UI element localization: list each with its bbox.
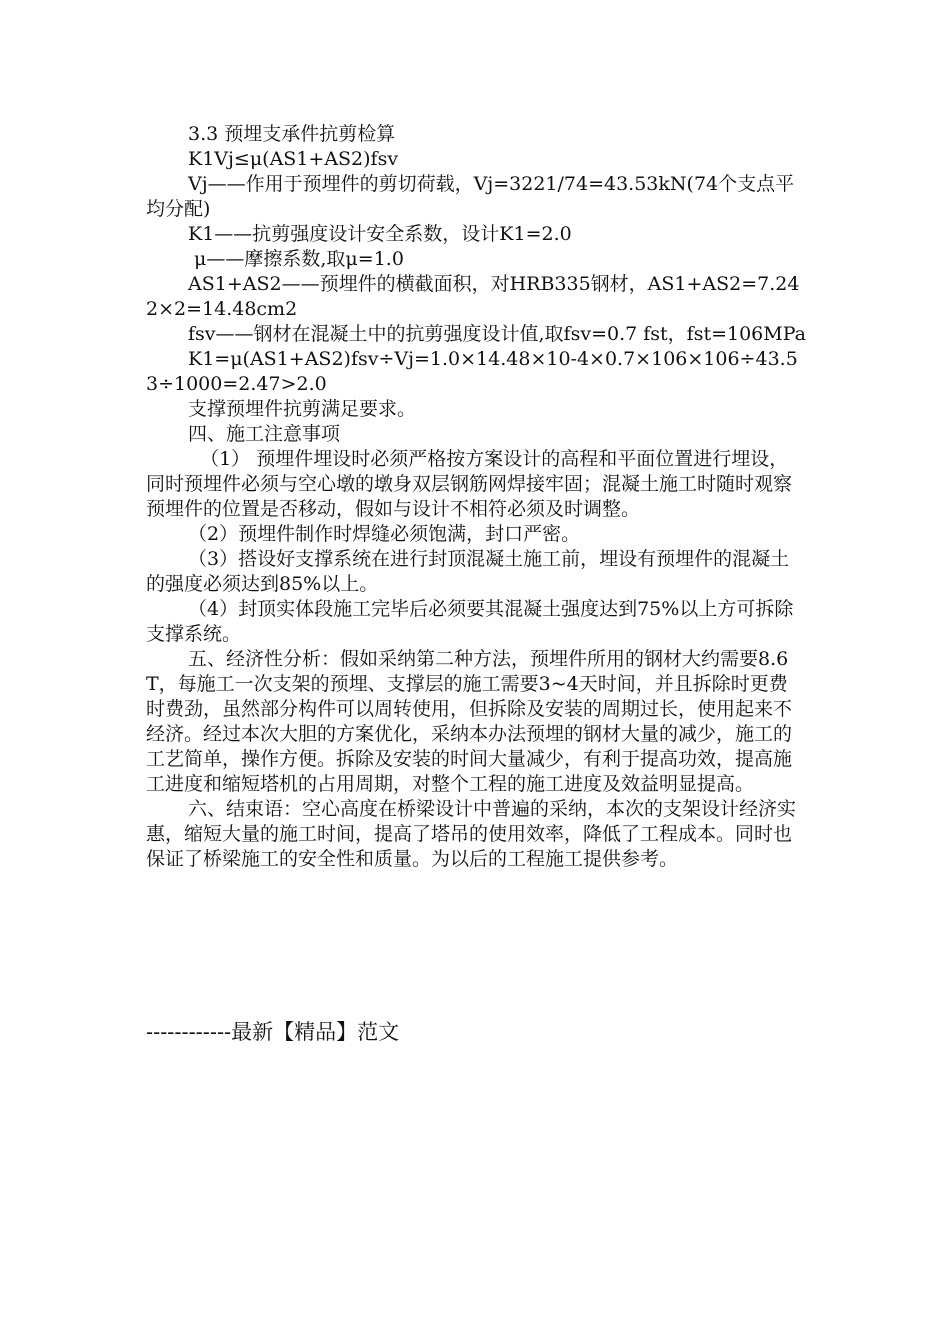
- note-item-4: （4）封顶实体段施工完毕后必须要其混凝土强度达到75%以上方可拆除支撑系统。: [146, 598, 794, 645]
- definition-mu: μ——摩擦系数,取μ=1.0: [188, 248, 404, 270]
- note-item-3: （3）搭设好支撑系统在进行封顶混凝土施工前，埋设有预埋件的混凝土的强度必须达到85%以上。: [146, 548, 790, 595]
- section-heading-4: 四、施工注意事项: [188, 423, 341, 445]
- conclusion-shear: 支撑预埋件抗剪满足要求。: [188, 398, 417, 420]
- section-economic-analysis: 五、经济性分析：假如采纳第二种方法，预埋件所用的钢材大约需要8.6T，每施工一次支架的预埋、支撑层的施工需要3~4天时间，并且拆除时更费时费劲，虽然部分构件可以周转使用，但拆除及安装的周期过长，使用起来不经济。经过本次大胆的方案优化，采纳本办法预埋的钢材大量的减少，施工的工艺简单，操作方便。拆除及安装的时间大量减少，有利于提高功效，提高施工进度和缩短塔机的占用周期，对整个工程的施工进度及效益明显提高。: [146, 648, 793, 795]
- note-item-1: （1） 预埋件埋设时必须严格按方案设计的高程和平面位置进行埋设，同时预埋件必须与空心墩的墩身双层钢筋网焊接牢固；混凝土施工时随时观察预埋件的位置是否移动，假如与设计不相符必须及时调整。: [146, 448, 793, 520]
- document-body: [146, 122, 806, 872]
- section-heading-3-3: 3.3 预埋支承件抗剪检算: [188, 123, 396, 145]
- calculation-k1: K1=μ(AS1+AS2)fsv÷Vj=1.0×14.48×10-4×0.7×106×106÷43.53÷1000=2.47>2.0: [146, 348, 798, 395]
- definition-k1: K1——抗剪强度设计安全系数，设计K1=2.0: [188, 223, 572, 245]
- section-conclusion: 六、结束语：空心高度在桥梁设计中普遍的采纳，本次的支架设计经济实惠，缩短大量的施工时间，提高了塔吊的使用效率，降低了工程成本。同时也保证了桥梁施工的安全性和质量。为以后的工程施工提供参考。: [146, 798, 797, 870]
- formula-shear-check: K1Vj≤μ(AS1+AS2)fsv: [188, 148, 399, 170]
- definition-vj: Vj——作用于预埋件的剪切荷载，Vj=3221/74=43.53kN(74个支点平均分配): [146, 173, 795, 220]
- definition-as: AS1+AS2——预埋件的横截面积，对HRB335钢材，AS1+AS2=7.242×2=14.48cm2: [146, 273, 800, 320]
- footer-label: ------------最新【精品】范文: [146, 1020, 400, 1044]
- definition-fsv: fsv——钢材在混凝土中的抗剪强度设计值,取fsv=0.7 fst，fst=106MPa: [188, 323, 806, 345]
- note-item-2: （2）预埋件制作时焊缝必须饱满，封口严密。: [188, 523, 581, 545]
